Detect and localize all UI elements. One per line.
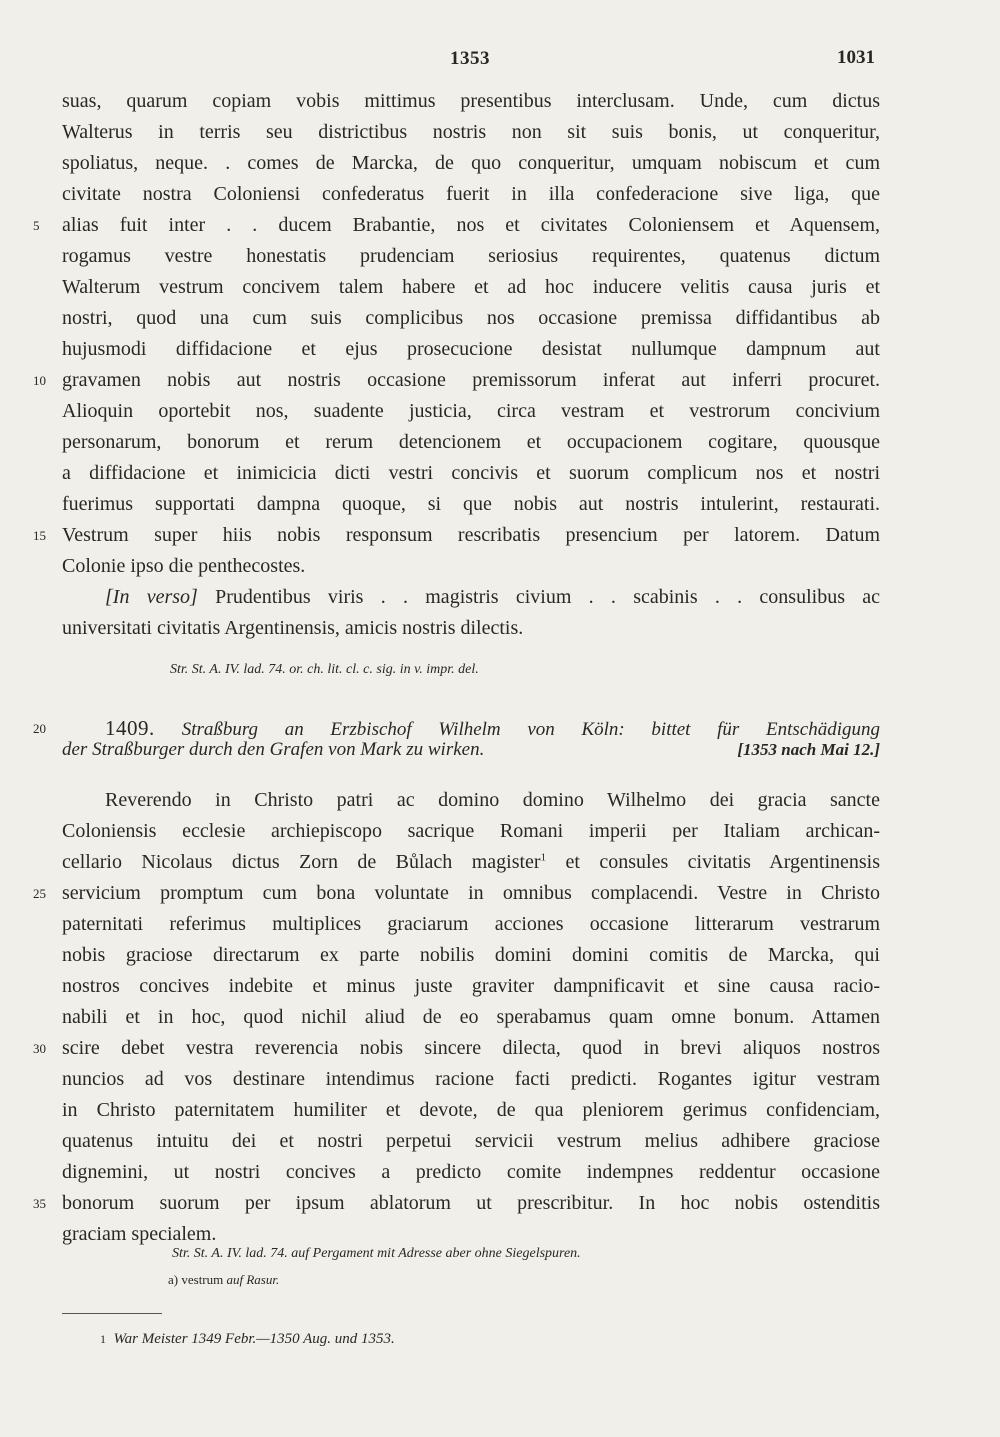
textual-note bbox=[168, 1272, 279, 1288]
document-number: 1409. bbox=[105, 716, 155, 740]
footnote-ref: 1 bbox=[540, 851, 547, 864]
textual-note-text: auf Rasur. bbox=[226, 1272, 280, 1287]
text-line: paternitati referimus multiplices graciarum acciones occasione litterarum vestrarum bbox=[62, 913, 880, 935]
text-line: spoliatus, neque. . comes de Marcka, de quo conqueritur, umquam nobiscum et cum bbox=[62, 152, 880, 174]
text-line: Vestrum super hiis nobis responsum rescribatis presencium per latorem. Datum bbox=[62, 524, 880, 546]
footnote bbox=[100, 1331, 395, 1348]
text-line: civitate nostra Coloniensi confederatus fuerit in illa confederacione sive liga, que bbox=[62, 183, 880, 205]
text-line-with-footnote: cellario Nicolaus dictus Zorn de Bůlach magister$^1$ et consules civitatis Argentinensis bbox=[62, 851, 880, 873]
footnote-divider bbox=[62, 1313, 162, 1314]
text-line: bonorum suorum per ipsum ablatorum ut prescribitur. In hoc nobis ostenditis bbox=[62, 1192, 880, 1214]
footnote-number: 1 bbox=[100, 1332, 106, 1346]
source-citation: Str. St. A. IV. lad. 74. auf Pergament mit Adresse aber ohne Siegelspuren. bbox=[172, 1246, 581, 1261]
line-number: 10 bbox=[33, 373, 46, 388]
text-line: Reverendo in Christo patri ac domino domino Wilhelmo dei gracia sancte bbox=[105, 789, 880, 811]
text-line: in Christo paternitatem humiliter et devote, de qua pleniorem gerimus confidenciam, bbox=[62, 1099, 880, 1121]
line-number: 30 bbox=[33, 1041, 46, 1056]
verso-text: Prudentibus viris . . magistris civium . . scabinis . . consulibus ac bbox=[215, 586, 880, 608]
text-line: servicium promptum cum bona voluntate in omnibus complacendi. Vestre in Christo bbox=[62, 882, 880, 904]
document-title: Straßburg an Erzbischof Wilhelm von Köln: bittet für Entschädigung bbox=[181, 719, 880, 740]
text-line: Walterus in terris seu districtibus nostris non sit suis bonis, ut conqueritur, bbox=[62, 121, 880, 143]
text-line: gravamen nobis aut nostris occasione premissorum inferat aut inferri procuret. bbox=[62, 369, 880, 391]
text-line: universitati civitatis Argentinensis, amicis nostris dilectis. bbox=[62, 617, 524, 639]
line-number: 15 bbox=[33, 528, 46, 543]
verso-address-line bbox=[105, 584, 880, 611]
text-line: alias fuit inter . . ducem Brabantie, nos et civitates Coloniensem et Aquensem, bbox=[62, 214, 880, 236]
document-title-cont: der Straßburger durch den Grafen von Mark zu wirken. bbox=[62, 739, 485, 760]
text-line: suas, quarum copiam vobis mittimus presentibus interclusam. Unde, cum dictus bbox=[62, 90, 880, 112]
line-number: 5 bbox=[33, 218, 40, 233]
source-citation: Str. St. A. IV. lad. 74. or. ch. lit. cl. c. sig. in v. impr. del. bbox=[170, 662, 479, 677]
document-heading-cont bbox=[62, 736, 880, 763]
text-line: Coloniensis ecclesie archiepiscopo sacrique Romani imperii per Italiam archican- bbox=[62, 820, 880, 842]
footnote-text: War Meister 1349 Febr.—1350 Aug. und 1353. bbox=[113, 1331, 395, 1347]
text-line: personarum, bonorum et rerum detencionem et occupacionem cogitare, quousque bbox=[62, 431, 880, 453]
document-date: [1353 nach Mai 12.] bbox=[737, 740, 880, 759]
textual-note-label: a) bbox=[168, 1272, 179, 1287]
text-line: Walterum vestrum concivem talem habere et ad hoc inducere velitis causa juris et bbox=[62, 276, 880, 298]
text-line: nostros concives indebite et minus juste graviter dampnificavit et sine causa racio- bbox=[62, 975, 880, 997]
line-number: 25 bbox=[33, 886, 46, 901]
text-line: quatenus intuitu dei et nostri perpetui servicii vestrum melius adhibere graciose bbox=[62, 1130, 880, 1152]
text-line: rogamus vestre honestatis prudenciam seriosius requirentes, quatenus dictum bbox=[62, 245, 880, 267]
text-line: nostri, quod una cum suis complicibus nos occasione premissa diffidantibus ab bbox=[62, 307, 880, 329]
text-line: dignemini, ut nostri concives a predicto comite indempnes reddentur occasione bbox=[62, 1161, 880, 1183]
text-line: graciam specialem. bbox=[62, 1223, 217, 1245]
text-line: scire debet vestra reverencia nobis sincere dilecta, quod in brevi aliquos nostros bbox=[62, 1037, 880, 1059]
line-number: 20 bbox=[33, 721, 46, 736]
text-line: a diffidacione et inimicicia dicti vestri concivis et suorum complicum nos et nostri bbox=[62, 462, 880, 484]
page-number: 1031 bbox=[837, 47, 875, 68]
text-line: hujusmodi diffidacione et ejus prosecucione desistat nullumque dampnum aut bbox=[62, 338, 880, 360]
text-line: Colonie ipso die penthecostes. bbox=[62, 555, 306, 577]
verso-label: [In verso] bbox=[105, 586, 198, 608]
text-line: nobis graciose directarum ex parte nobilis domini domini comitis de Marcka, qui bbox=[62, 944, 880, 966]
running-header-year: 1353 bbox=[450, 48, 490, 69]
text-line: nuncios ad vos destinare intendimus racione facti predicti. Rogantes igitur vestram bbox=[62, 1068, 880, 1090]
text-line: Alioquin oportebit nos, suadente justicia, circa vestram et vestrorum concivium bbox=[62, 400, 880, 422]
textual-note-word: vestrum bbox=[181, 1272, 224, 1287]
line-number: 35 bbox=[33, 1196, 46, 1211]
text-line: nabili et in hoc, quod nichil aliud de eo sperabamus quam omne bonum. Attamen bbox=[62, 1006, 880, 1028]
text-line: fuerimus supportati dampna quoque, si que nobis aut nostris intulerint, restaurati. bbox=[62, 493, 880, 515]
